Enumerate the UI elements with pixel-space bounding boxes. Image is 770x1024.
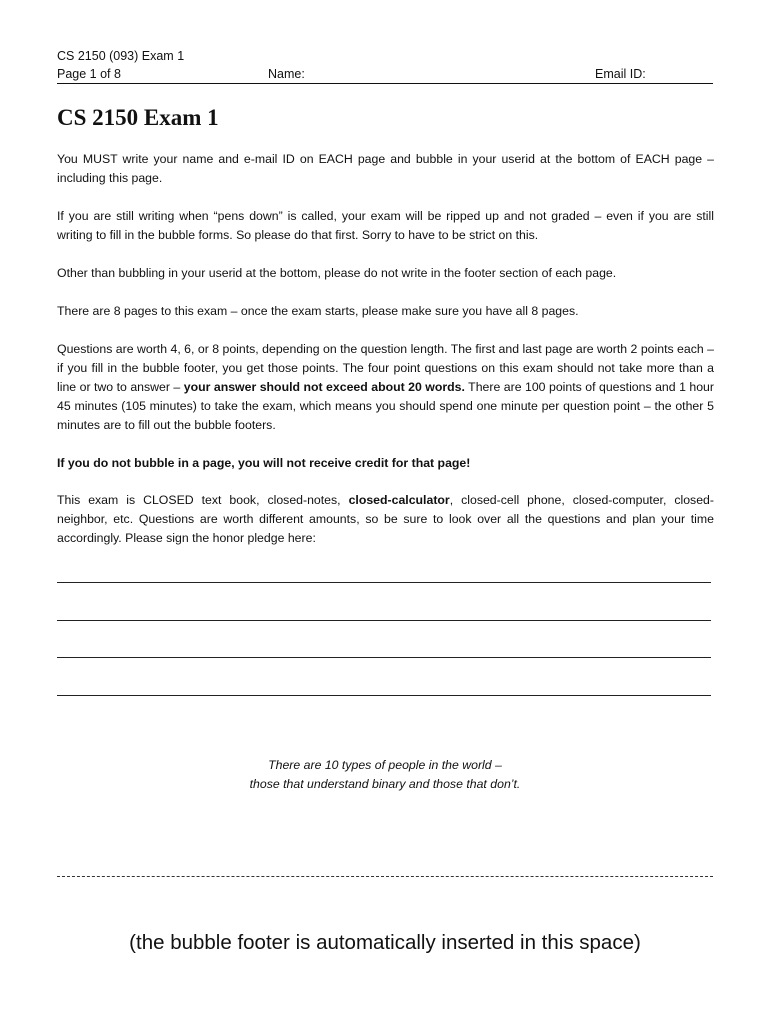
email-id-label: Email ID:: [595, 67, 646, 81]
name-label: Name:: [268, 67, 305, 81]
course-line: CS 2150 (093) Exam 1: [57, 49, 185, 63]
points-text-bold: your answer should not exceed about 20 words.: [183, 380, 465, 394]
points-text-a: Questions are worth 4, 6, or 8 points, depending on the question length. The first and last page are worth 2 points each – if you fill in the bubble footer, you get those points. The four point questions on this exam should not take more than a line or two to answer –: [57, 342, 714, 394]
footer-separator: [57, 876, 713, 877]
instruction-name-email: You MUST write your name and e-mail ID on EACH page and bubble in your userid at the bottom of EACH page – including this page.: [57, 152, 714, 185]
closed-text-a: This exam is CLOSED text book, closed-notes,: [57, 493, 349, 507]
closed-text-b: , closed-cell phone, closed-computer, closed-neighbor, etc. Questions are worth different amounts, so be sure to look over all the questions and plan your time accordingly. Please sign the honor pledge here:: [57, 493, 714, 545]
header-fields-row: [57, 66, 713, 84]
honor-pledge-line[interactable]: [57, 620, 711, 621]
honor-pledge-line[interactable]: [57, 582, 711, 583]
instruction-points: [57, 340, 714, 435]
page-number-label: Page 1 of 8: [57, 67, 121, 81]
exam-title: CS 2150 Exam 1: [57, 105, 219, 130]
instruction-footer: Other than bubbling in your userid at the bottom, please do not write in the footer section of each page.: [57, 266, 617, 280]
instruction-closed-book: [57, 491, 714, 548]
bubble-warning: If you do not bubble in a page, you will not receive credit for that page!: [57, 456, 471, 470]
instruction-pens-down: If you are still writing when “pens down” is called, your exam will be ripped up and not graded – even if you are still writing to fill in the bubble forms. So please do that first. Sorry to have to be strict on this.: [57, 209, 714, 242]
bubble-footer-note: (the bubble footer is automatically inserted in this space): [129, 931, 641, 954]
closed-text-bold: closed-calculator: [348, 493, 450, 507]
binary-quote: [57, 756, 713, 794]
quote-line-2: those that understand binary and those that don’t.: [249, 777, 521, 791]
quote-line-1: There are 10 types of people in the world –: [268, 758, 502, 772]
points-text-b: There are 100 points of questions and 1 hour 45 minutes (105 minutes) to take the exam, which means you should spend one minute per question point – the other 5 minutes are to fill out the bubble footers.: [57, 380, 714, 432]
instruction-page-count: There are 8 pages to this exam – once the exam starts, please make sure you have all 8 pages.: [57, 304, 579, 318]
honor-pledge-line[interactable]: [57, 695, 711, 696]
honor-pledge-line[interactable]: [57, 657, 711, 658]
